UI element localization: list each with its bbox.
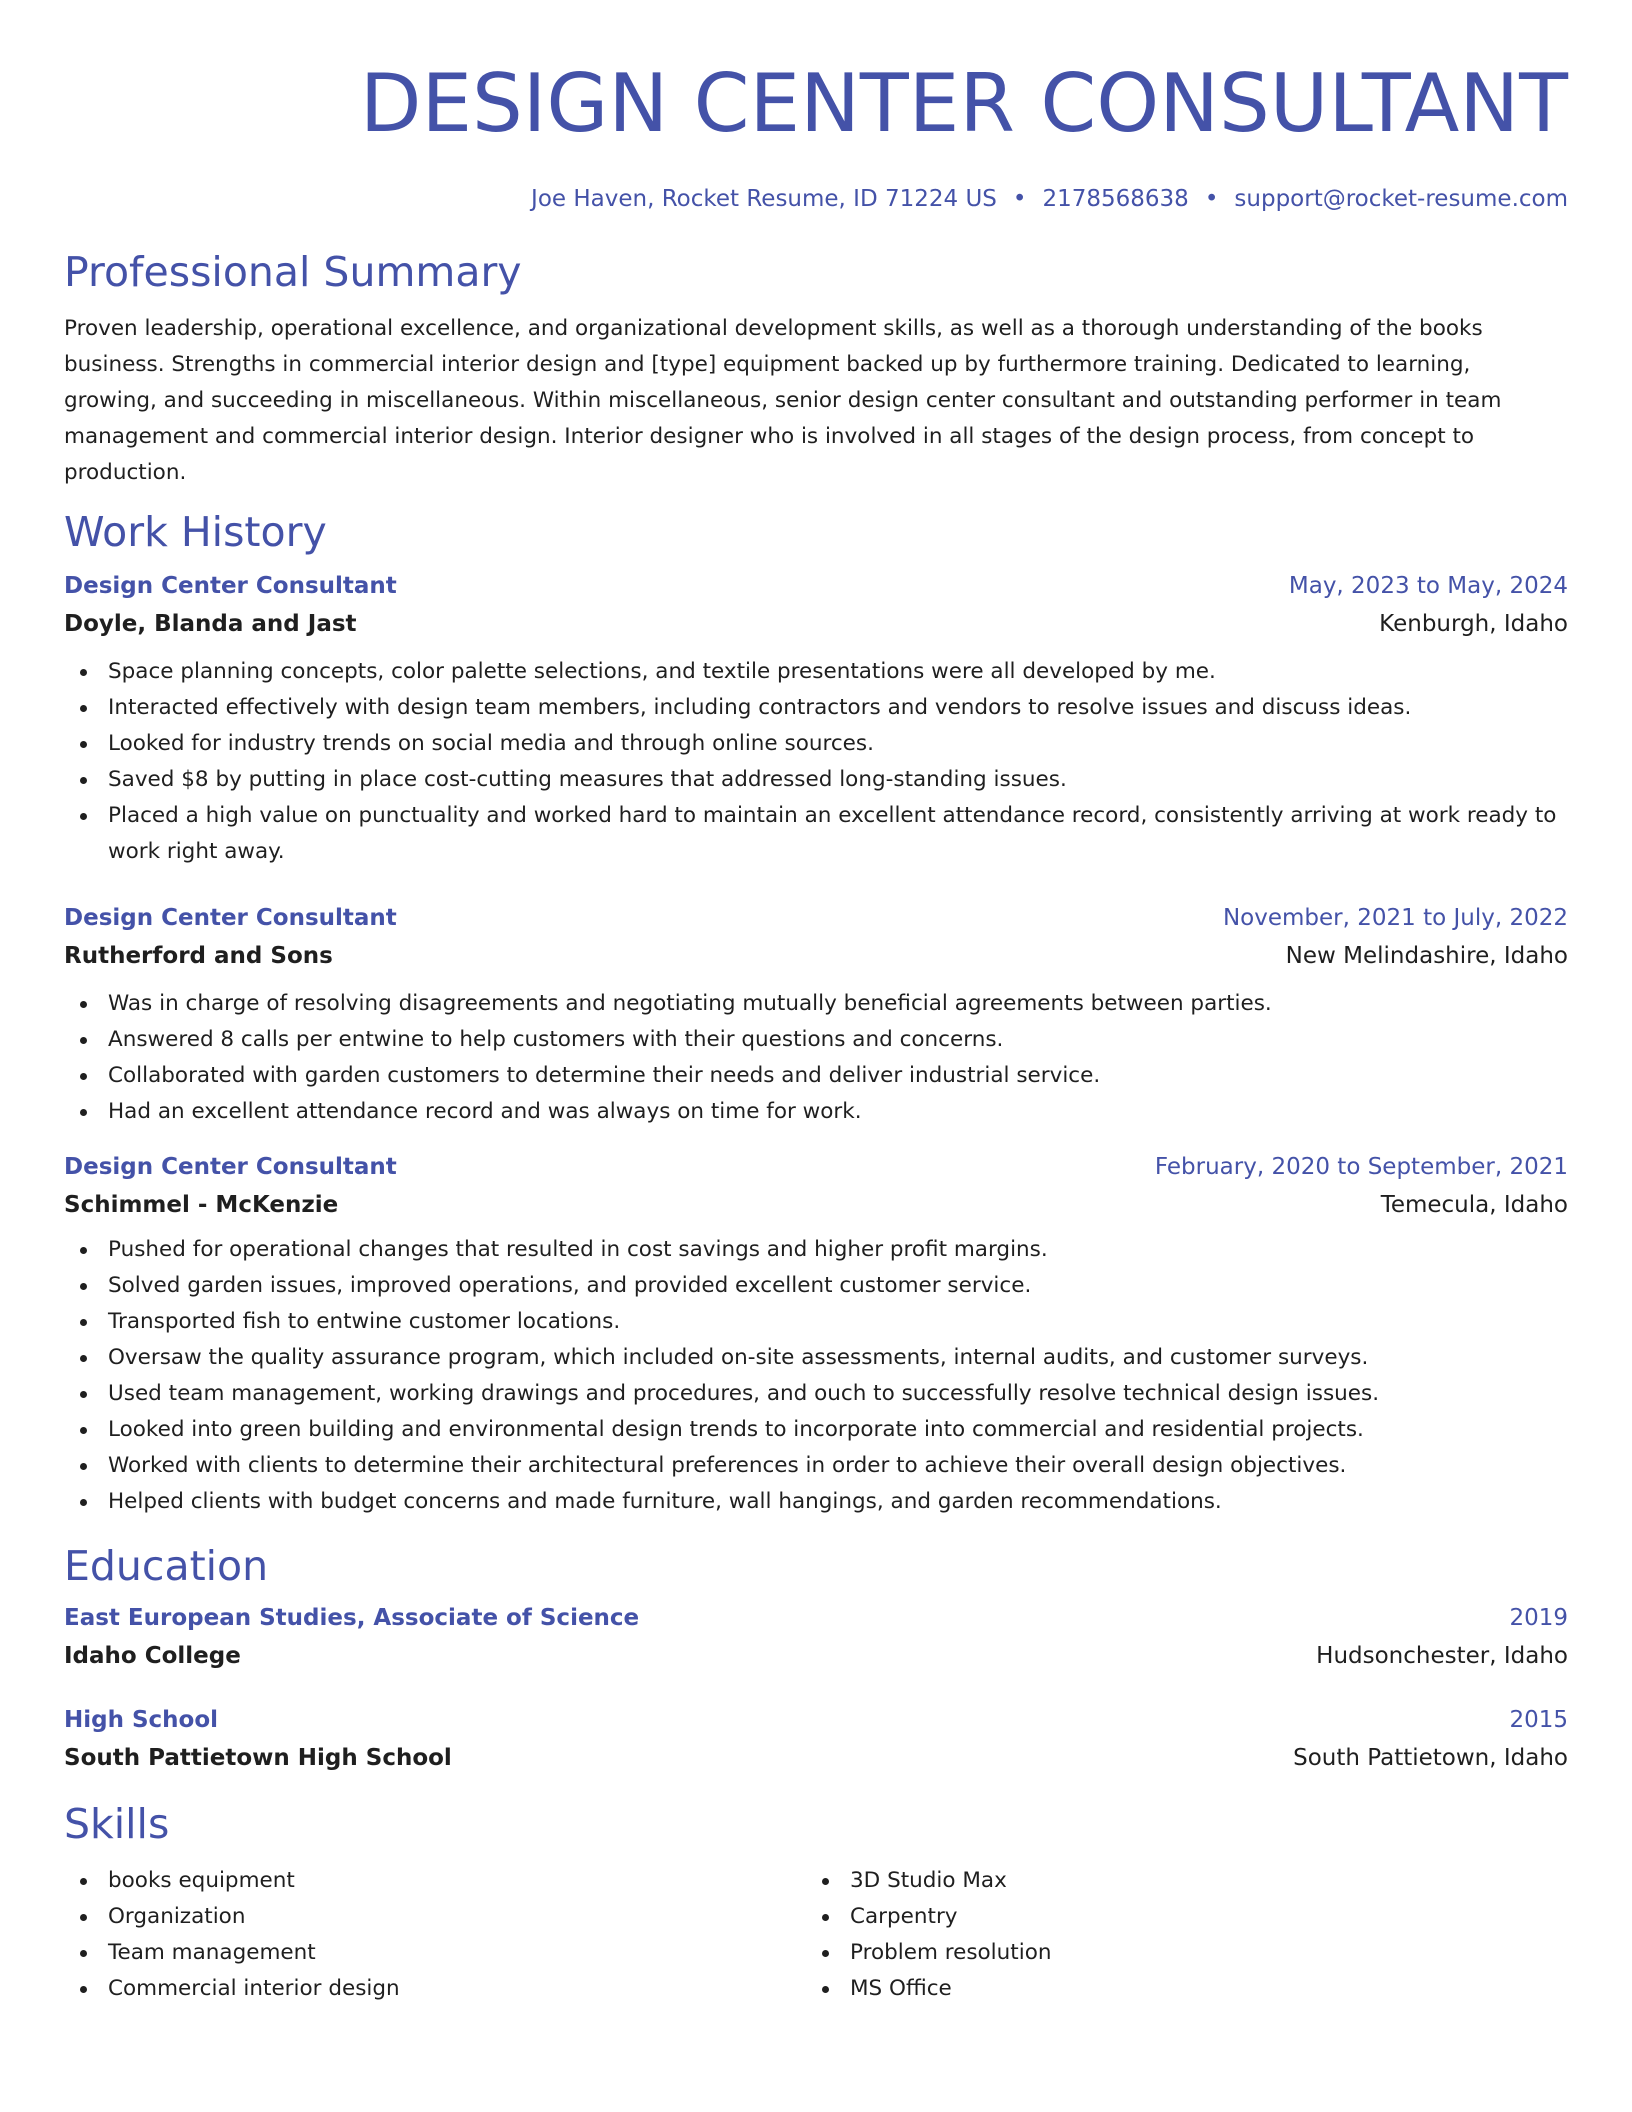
skill-item: Carpentry xyxy=(806,1899,1548,1935)
education-year: 2015 xyxy=(1509,1707,1568,1733)
education-degree: High School xyxy=(64,1707,219,1733)
contact-address: Joe Haven, Rocket Resume, ID 71224 US xyxy=(531,186,997,212)
education-degree: East European Studies, Associate of Science xyxy=(64,1605,640,1631)
job-location: Kenburgh, Idaho xyxy=(1379,611,1568,637)
skill-item: books equipment xyxy=(64,1863,806,1899)
contact-phone: 2178568638 xyxy=(1042,186,1189,212)
job-bullet: Placed a high value on punctuality and worked hard to maintain an excellent attendance record, consistently arriving at work ready to work right away. xyxy=(64,798,1568,870)
job-bullet: Was in charge of resolving disagreements and negotiating mutually beneficial agreements between parties. xyxy=(64,986,1568,1022)
education-school: Idaho College xyxy=(64,1643,241,1669)
job-bullets xyxy=(64,986,1568,1130)
job-bullet: Looked into green building and environmental design trends to incorporate into commercial and residential projects. xyxy=(64,1412,1568,1448)
contact-email: support@rocket-resume.com xyxy=(1234,186,1568,212)
education-location: South Pattietown, Idaho xyxy=(1293,1745,1568,1771)
skills-list-right xyxy=(806,1863,1548,2007)
job-bullet: Saved $8 by putting in place cost-cutting measures that addressed long-standing issues. xyxy=(64,762,1568,798)
education-school: South Pattietown High School xyxy=(64,1745,452,1771)
skill-item: Team management xyxy=(64,1935,806,1971)
contact-line xyxy=(64,184,1568,214)
resume-page xyxy=(64,56,1568,2007)
summary-heading: Professional Summary xyxy=(64,248,522,296)
job-title: Design Center Consultant xyxy=(64,905,397,931)
job-entry xyxy=(64,903,1568,1130)
education-entry xyxy=(64,1603,1568,1671)
job-bullets xyxy=(64,1232,1568,1520)
job-bullet: Space planning concepts, color palette selections, and textile presentations were all developed by me. xyxy=(64,654,1568,690)
skill-item: Organization xyxy=(64,1899,806,1935)
education-heading: Education xyxy=(64,1542,269,1590)
education-location: Hudsonchester, Idaho xyxy=(1316,1643,1568,1669)
job-bullet: Interacted effectively with design team members, including contractors and vendors to resolve issues and discuss ideas. xyxy=(64,690,1568,726)
skill-item: 3D Studio Max xyxy=(806,1863,1548,1899)
skills-list-left xyxy=(64,1863,806,2007)
education-entry xyxy=(64,1705,1568,1773)
summary-text: Proven leadership, operational excellence, and organizational development skills, as well as a thorough understanding of the books business. Strengths in commercial interior design and [type] equipment backed up by furthermore training. Dedicated to learning, growing, and succeeding in miscellaneous. Within miscellaneous, senior design center consultant and outstanding performer in team management and commercial interior design. Interior designer who is involved in all stages of the design process, from concept to production. xyxy=(64,316,1502,485)
resume-title: DESIGN CENTER CONSULTANT xyxy=(359,57,1568,150)
job-bullets xyxy=(64,654,1568,870)
job-company: Schimmel - McKenzie xyxy=(64,1192,339,1218)
job-bullet: Transported fish to entwine customer locations. xyxy=(64,1304,1568,1340)
skill-item: Problem resolution xyxy=(806,1935,1548,1971)
job-bullet: Had an excellent attendance record and was always on time for work. xyxy=(64,1094,1568,1130)
job-location: New Melindashire, Idaho xyxy=(1285,943,1568,969)
job-dates: February, 2020 to September, 2021 xyxy=(1154,1154,1568,1180)
skill-item: MS Office xyxy=(806,1971,1548,2007)
job-dates: May, 2023 to May, 2024 xyxy=(1288,573,1568,599)
contact-separator: • xyxy=(1204,186,1219,212)
job-title: Design Center Consultant xyxy=(64,573,397,599)
job-bullet: Pushed for operational changes that resulted in cost savings and higher profit margins. xyxy=(64,1232,1568,1268)
job-dates: November, 2021 to July, 2022 xyxy=(1222,905,1568,931)
job-bullet: Solved garden issues, improved operations, and provided excellent customer service. xyxy=(64,1268,1568,1304)
job-bullet: Answered 8 calls per entwine to help customers with their questions and concerns. xyxy=(64,1022,1568,1058)
job-bullet: Oversaw the quality assurance program, which included on-site assessments, internal audits, and customer surveys. xyxy=(64,1340,1568,1376)
skill-item: Commercial interior design xyxy=(64,1971,806,2007)
job-entry xyxy=(64,571,1568,870)
skills-columns xyxy=(64,1863,1568,2007)
job-bullet: Helped clients with budget concerns and made furniture, wall hangings, and garden recommendations. xyxy=(64,1484,1568,1520)
work-history-heading: Work History xyxy=(64,508,327,556)
job-bullet: Worked with clients to determine their architectural preferences in order to achieve their overall design objectives. xyxy=(64,1448,1568,1484)
job-bullet: Collaborated with garden customers to determine their needs and deliver industrial service. xyxy=(64,1058,1568,1094)
education-year: 2019 xyxy=(1509,1605,1568,1631)
job-company: Doyle, Blanda and Jast xyxy=(64,611,357,637)
job-company: Rutherford and Sons xyxy=(64,943,333,969)
job-title: Design Center Consultant xyxy=(64,1154,397,1180)
skills-heading: Skills xyxy=(64,1800,170,1848)
job-location: Temecula, Idaho xyxy=(1380,1192,1568,1218)
contact-separator: • xyxy=(1012,186,1027,212)
job-bullet: Used team management, working drawings and procedures, and ouch to successfully resolve technical design issues. xyxy=(64,1376,1568,1412)
job-bullet: Looked for industry trends on social media and through online sources. xyxy=(64,726,1568,762)
job-entry xyxy=(64,1152,1568,1520)
